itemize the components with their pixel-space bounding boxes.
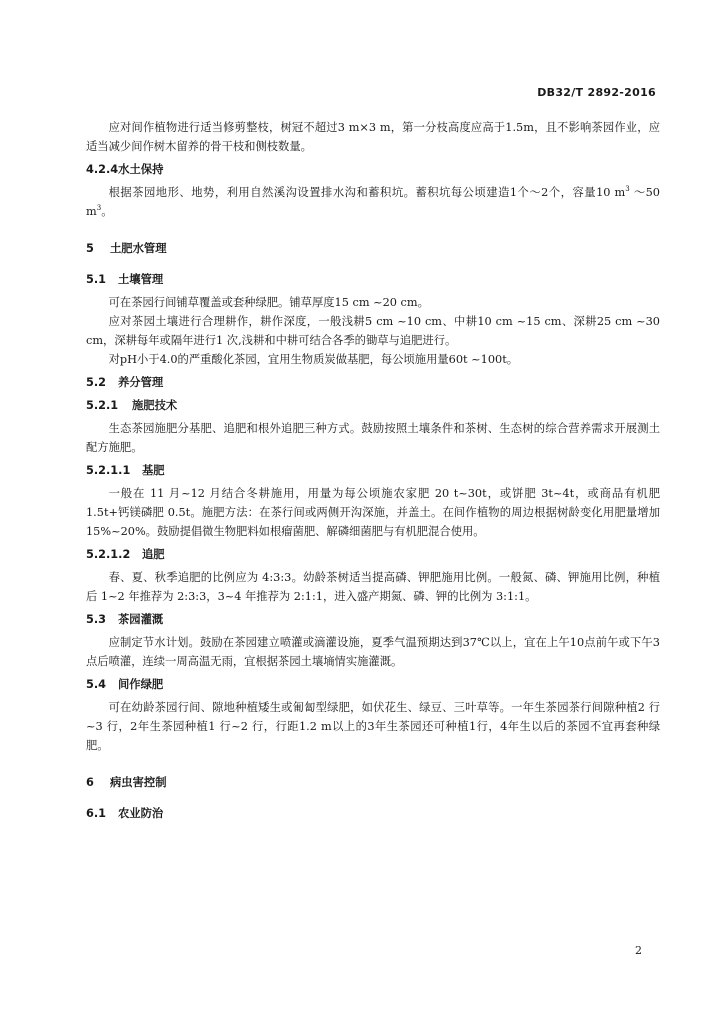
paragraph-soil-mulch: 可在茶园行间铺草覆盖或套种绿肥。铺草厚度15 cm ~20 cm。 xyxy=(108,296,429,309)
heading-number: 4.2.4 xyxy=(86,163,119,176)
heading-title: 追肥 xyxy=(142,548,165,561)
heading-number: 6 xyxy=(86,776,94,789)
heading-title: 施肥技术 xyxy=(132,399,178,412)
text-segment: 。 xyxy=(101,205,113,218)
heading-5-1 xyxy=(86,270,660,289)
heading-5-2 xyxy=(86,373,660,392)
page-number: 2 xyxy=(635,944,642,957)
heading-number: 5.3 xyxy=(86,613,107,626)
heading-title: 基肥 xyxy=(142,464,165,477)
heading-number: 5 xyxy=(86,242,94,255)
heading-5 xyxy=(86,239,660,258)
heading-5-2-1-1 xyxy=(86,461,660,480)
superscript: 3 xyxy=(625,185,630,194)
heading-5-2-1-2 xyxy=(86,545,660,564)
heading-5-2-1 xyxy=(86,396,660,415)
heading-5-4 xyxy=(86,675,660,694)
heading-title: 土肥水管理 xyxy=(110,242,167,255)
heading-6-1 xyxy=(86,804,660,823)
document-body xyxy=(86,118,664,823)
text-segment: 根据茶园地形、地势，利用自然溪沟设置排水沟和蓄积坑。蓄积坑每公顷建造1个～2个，容量10 m xyxy=(108,186,626,199)
heading-number: 6.1 xyxy=(86,807,107,820)
heading-4-2-4 xyxy=(86,160,660,179)
heading-number: 5.2 xyxy=(86,376,107,389)
heading-number: 5.2.1.2 xyxy=(86,548,131,561)
heading-title: 病虫害控制 xyxy=(110,776,167,789)
heading-5-3 xyxy=(86,610,660,629)
heading-title: 农业防治 xyxy=(118,807,164,820)
heading-number: 5.1 xyxy=(86,273,107,286)
text-segment: ～50 m xyxy=(86,186,664,218)
heading-6 xyxy=(86,773,660,792)
heading-title: 土壤管理 xyxy=(118,273,164,286)
paragraph-soil-tillage: 应对茶园土壤进行合理耕作，耕作深度，一般浅耕5 cm ~10 cm、中耕10 cm ~15 cm、深耕25 cm ~30 cm，深耕每年或隔年进行1 次,浅耕和中耕可结合各季的锄草与追肥进行。 xyxy=(86,315,664,347)
paragraph-top-dressing: 春、夏、秋季追肥的比例应为 4:3:3。幼龄茶树适当提高磷、钾肥施用比例。一般氮、磷、钾施用比例，种植后 1~2 年推荐为 2:3:3，3~4 年推荐为 2:1:1，进入盛产期氮、磷、钾的比例为 3:1:1。 xyxy=(86,571,660,603)
heading-title: 茶园灌溉 xyxy=(118,613,164,626)
paragraph-green-manure: 可在幼龄茶园行间、隙地种植矮生或匍匐型绿肥，如伏花生、绿豆、三叶草等。一年生茶园茶行间隙种植2 行~3 行，2年生茶园种植1 行~2 行，行距1.2 m以上的3年生茶园还可种植1行，4年生以后的茶园不宜再套种绿肥。 xyxy=(86,701,660,752)
heading-number: 5.2.1.1 xyxy=(86,464,131,477)
document-code: DB32/T 2892-2016 xyxy=(537,86,656,99)
paragraph-fertilization: 生态茶园施肥分基肥、追肥和根外追肥三种方式。鼓励按照土壤条件和茶树、生态树的综合营养需求开展测土配方施肥。 xyxy=(86,422,660,454)
heading-number: 5.4 xyxy=(86,678,107,691)
paragraph-soil-acidity: 对pH小于4.0的严重酸化茶园，宜用生物质炭做基肥，每公顷施用量60t ~100t。 xyxy=(108,353,519,366)
paragraph-pruning: 应对间作植物进行适当修剪整枝，树冠不超过3 m×3 m，第一分枝高度应高于1.5m，且不影响茶园作业，应适当减少间作树木留养的骨干枝和侧枝数量。 xyxy=(86,121,660,153)
paragraph-base-fertilizer: 一般在 11 月~12 月结合冬耕施用，用量为每公顷施农家肥 20 t~30t，或饼肥 3t~4t，或商品有机肥 1.5t+钙镁磷肥 0.5t。施肥方法：在茶行间或两侧开沟深施，并盖土。在间作植物的周边根据树龄变化用肥量增加 15%~20%。鼓励提倡微生物肥料如根瘤菌肥、解磷细菌肥与有机肥混合使用。 xyxy=(86,487,664,538)
superscript: 3 xyxy=(96,204,102,213)
heading-number: 5.2.1 xyxy=(86,399,119,412)
heading-title: 水土保持 xyxy=(118,163,164,176)
paragraph-water-conservation xyxy=(86,183,664,221)
heading-title: 间作绿肥 xyxy=(118,678,164,691)
paragraph-irrigation: 应制定节水计划。鼓励在茶园建立喷灌或滴灌设施，夏季气温预期达到37℃以上，宜在上午10点前午或下午3点后喷灌，连续一周高温无雨，宜根据茶园土壤墒情实施灌溉。 xyxy=(86,636,660,668)
heading-title: 养分管理 xyxy=(118,376,164,389)
